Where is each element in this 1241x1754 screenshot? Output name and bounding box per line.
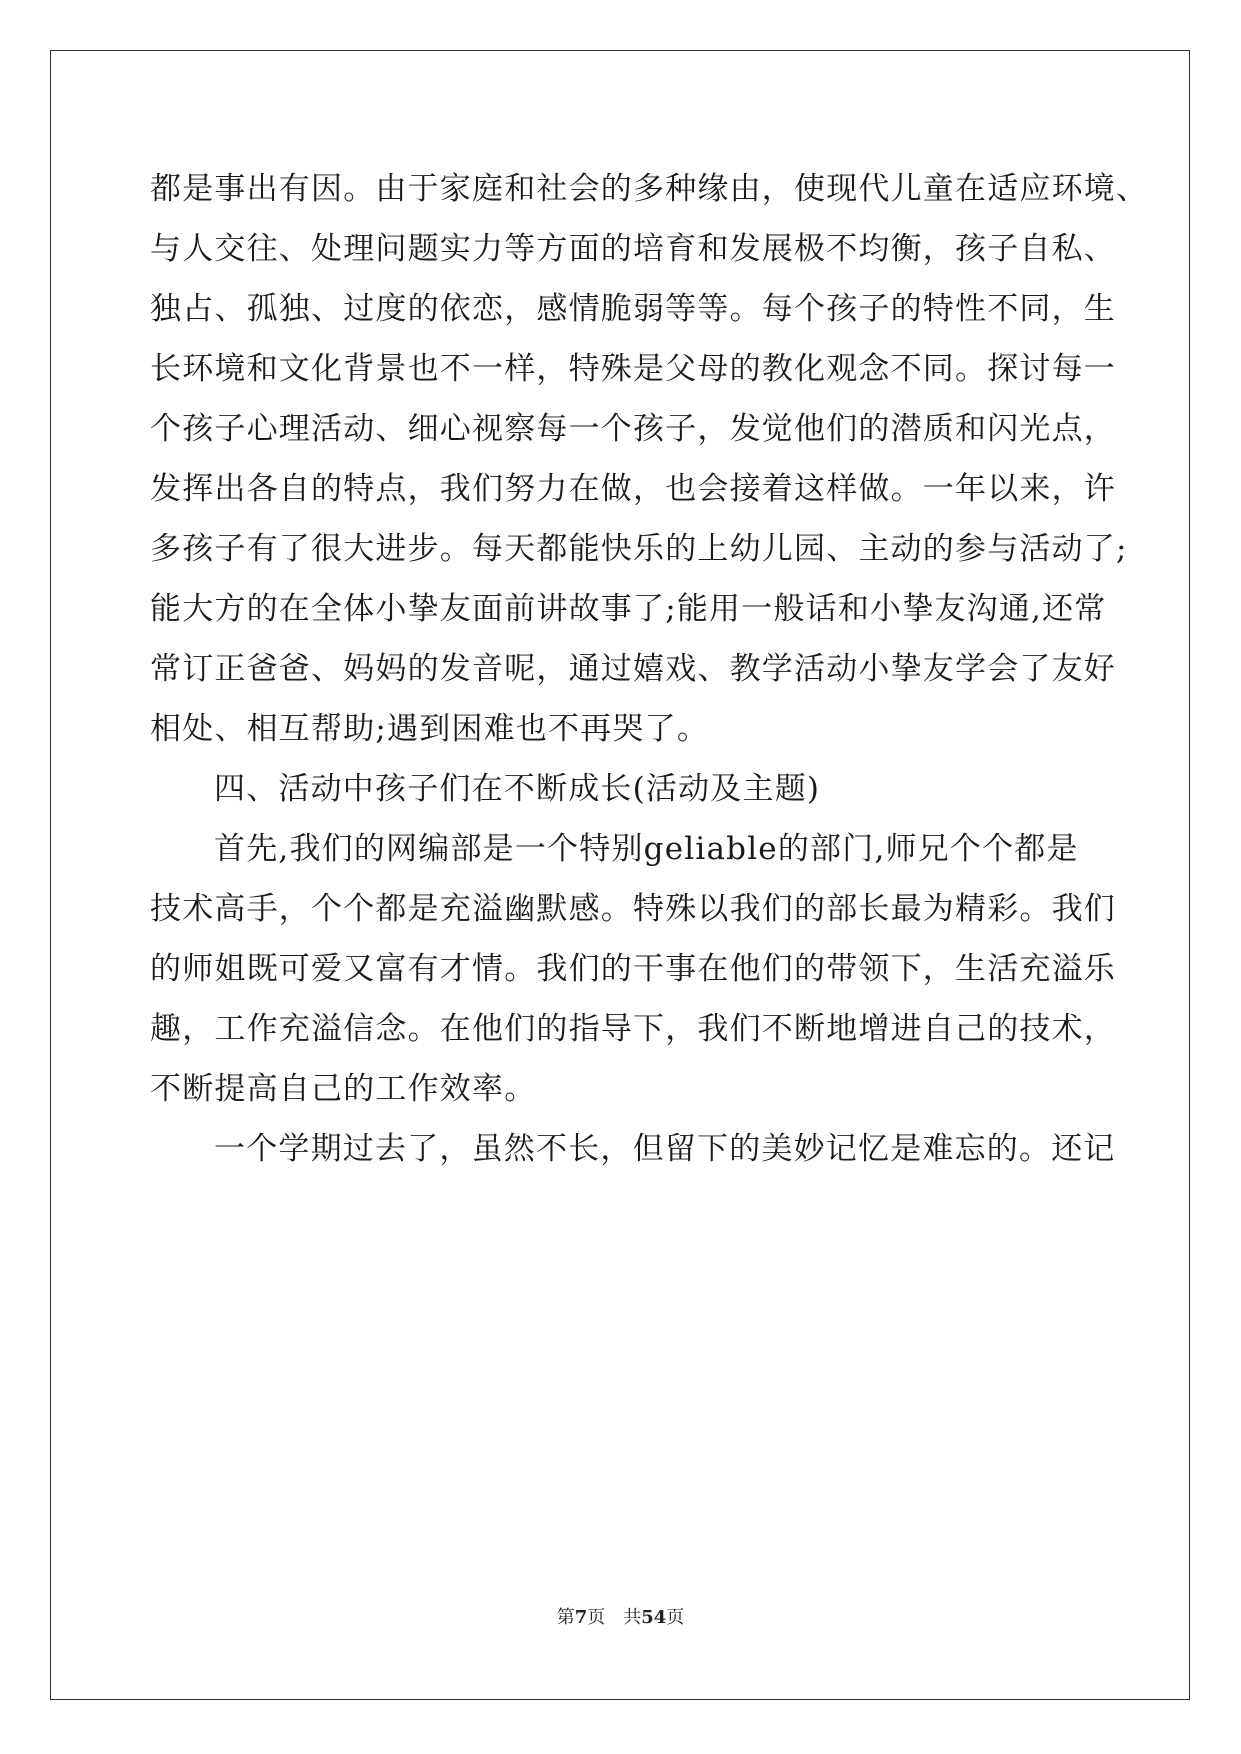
- text-line: 独占、孤独、过度的依恋，感情脆弱等等。每个孩子的特性不同，生: [150, 291, 1116, 327]
- text-line: 个孩子心理活动、细心视察每一个孩子，发觉他们的潜质和闪光点，: [150, 411, 1116, 447]
- text-line: 相处、相互帮助;遇到困难也不再哭了。: [150, 711, 710, 747]
- page-footer: [0, 1607, 1241, 1629]
- text-line: 多孩子有了很大进步。每天都能快乐的上幼儿园、主动的参与活动了;: [150, 531, 1128, 567]
- paragraph-start-line: 一个学期过去了，虽然不长，但留下的美妙记忆是难忘的。还记: [214, 1131, 1116, 1167]
- page-prefix: 第: [556, 1607, 575, 1628]
- page-suffix: 页: [587, 1607, 606, 1628]
- page-total-number: 54: [641, 1607, 667, 1628]
- total-suffix: 页: [666, 1607, 685, 1628]
- text-line: 技术高手，个个都是充溢幽默感。特殊以我们的部长最为精彩。我们: [150, 891, 1116, 927]
- total-prefix: 共: [623, 1607, 642, 1628]
- text-line: 长环境和文化背景也不一样，特殊是父母的教化观念不同。探讨每一: [150, 351, 1116, 387]
- text-line: 发挥出各自的特点，我们努力在做，也会接着这样做。一年以来，许: [150, 471, 1116, 507]
- text-line: 能大方的在全体小挚友面前讲故事了;能用一般话和小挚友沟通,还常: [150, 591, 1107, 627]
- paragraph-start-line: 首先,我们的网编部是一个特别geliable的部门,师兄个个都是: [214, 831, 1079, 867]
- section-heading: 四、活动中孩子们在不断成长(活动及主题): [214, 771, 821, 807]
- text-line: 不断提高自己的工作效率。: [150, 1071, 537, 1107]
- page-current-number: 7: [574, 1607, 588, 1628]
- text-line: 常订正爸爸、妈妈的发音呢，通过嬉戏、教学活动小挚友学会了友好: [150, 651, 1116, 687]
- text-line: 的师姐既可爱又富有才情。我们的干事在他们的带领下，生活充溢乐: [150, 951, 1116, 987]
- text-line: 都是事出有因。由于家庭和社会的多种缘由，使现代儿童在适应环境、: [150, 171, 1149, 207]
- text-line: 与人交往、处理问题实力等方面的培育和发展极不均衡，孩子自私、: [150, 231, 1116, 267]
- text-line: 趣，工作充溢信念。在他们的指导下，我们不断地增进自己的技术，: [150, 1011, 1116, 1047]
